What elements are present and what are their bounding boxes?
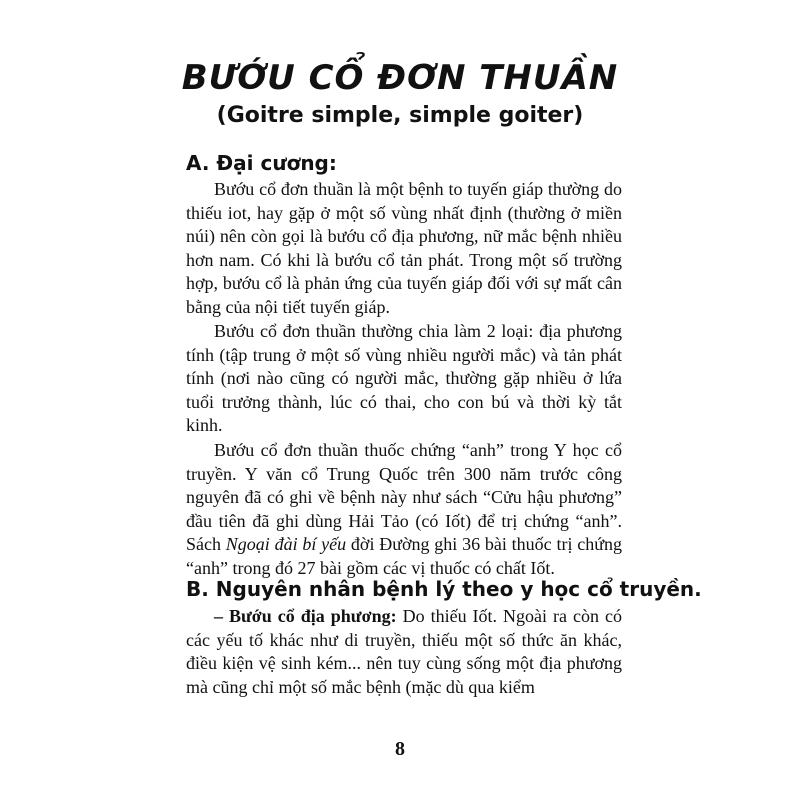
paragraph-b-text: Do thiếu Iốt. Ngoài ra còn có các yếu tố khác như di truyền, thiếu một số thức ăn khác, điều kiện vệ sinh kém... nên tuy cùng sống một địa phương mà cũng chỉ một số mắc bệnh (mặc dù qua kiểm xyxy=(186,606,622,697)
book-title-italic: Ngoại đài bí yếu xyxy=(225,534,347,554)
section-a-heading: A. Đại cương: xyxy=(186,151,337,175)
paragraph-3-text-start: Bướu cổ đơn thuần thuốc chứng “anh” trong Y học cổ truyền. Y văn cổ Trung Quốc trên 300 năm trước công nguyên đã có ghi về bệnh này như sách “Cửu hậu phương” đầu tiên đã ghi dùng Hải Tảo (có Iốt) để trị chứng “anh”. Sách xyxy=(186,440,622,554)
section-a-paragraph-3 xyxy=(186,439,622,580)
paragraph-3-text-end: đời Đường ghi 36 bài thuốc trị chứng “anh” trong đó 27 bài gồm các vị thuốc có chất Iốt. xyxy=(186,534,622,578)
section-a-paragraph-2: Bướu cổ đơn thuần thường chia làm 2 loại: địa phương tính (tập trung ở một số vùng nhiều người mắc) và tản phát tính (nơi nào cũng có người mắc, thường gặp nhiều ở lứa tuổi trưởng thành, lúc có thai, cho con bú và thời kỳ tắt kinh. xyxy=(186,321,622,435)
bold-term: – Bướu cổ địa phương: xyxy=(214,606,397,626)
page-number: 8 xyxy=(395,738,405,760)
page-title: BƯỚU CỔ ĐƠN THUẦN xyxy=(181,58,619,98)
section-b-heading: B. Nguyên nhân bệnh lý theo y học cổ truyền. xyxy=(186,577,702,601)
section-a-paragraph-1: Bướu cổ đơn thuần là một bệnh to tuyến giáp thường do thiếu iot, hay gặp ở một số vùng nhất định (thường ở miền núi) nên còn gọi là bướu cổ địa phương, nữ mắc bệnh nhiều hơn nam. Có khi là bướu cổ tản phát. Trong một số trường hợp, bướu cổ là phản ứng của tuyến giáp đối với sự mất cân bằng của nội tiết tuyến giáp. xyxy=(186,179,622,317)
page-subtitle: (Goitre simple, simple goiter) xyxy=(216,103,584,128)
section-b-paragraph-1 xyxy=(186,605,622,699)
